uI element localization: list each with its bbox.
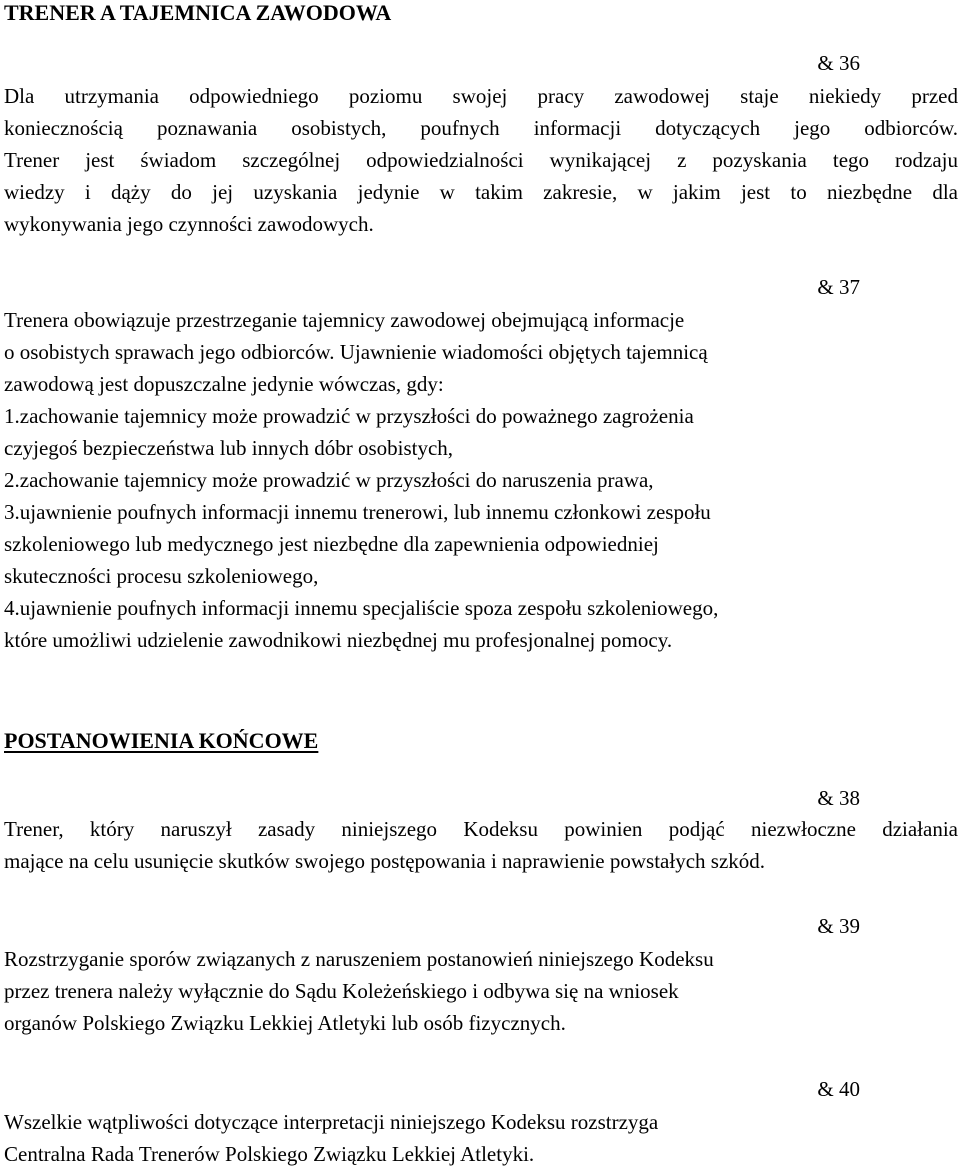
- article-38-line: mające na celu usunięcie skutków swojego postępowania i naprawienie powstałych szkód.: [4, 849, 766, 873]
- list-item-line: skuteczności procesu szkoleniowego,: [4, 564, 319, 588]
- list-item: [4, 400, 718, 464]
- list-item-line: 2.zachowanie tajemnicy może prowadzić w przyszłości do naruszenia prawa,: [4, 468, 654, 492]
- article-mark-37: & 37: [817, 275, 860, 299]
- article-36-line: Trener jest świadom szczególnej odpowiedzialności wynikającej z pozyskania tego rodzaju: [4, 148, 958, 172]
- article-mark-38: & 38: [817, 786, 860, 810]
- section-heading-trener-tajemnica: TRENER A TAJEMNICA ZAWODOWA: [4, 0, 392, 25]
- article-39-line: przez trenera należy wyłącznie do Sądu Koleżeńskiego i odbywa się na wniosek: [4, 979, 679, 1003]
- article-39-line: organów Polskiego Związku Lekkiej Atletyki lub osób fizycznych.: [4, 1011, 566, 1035]
- article-36-line: Dla utrzymania odpowiedniego poziomu swojej pracy zawodowej staje niekiedy przed: [4, 84, 958, 108]
- article-40-line: Wszelkie wątpliwości dotyczące interpretacji niniejszego Kodeksu rozstrzyga: [4, 1110, 659, 1134]
- list-item: [4, 592, 718, 656]
- article-mark-40: & 40: [817, 1077, 860, 1101]
- article-40-text: [4, 1106, 658, 1170]
- article-mark-36: & 36: [817, 51, 860, 75]
- article-36-line: wiedzy i dąży do jej uzyskania jedynie w takim zakresie, w jakim jest to niezbędne dla: [4, 180, 958, 204]
- list-item: [4, 464, 718, 496]
- section-heading-postanowienia-koncowe: POSTANOWIENIA KOŃCOWE: [4, 728, 319, 753]
- article-38-text: [4, 813, 958, 877]
- list-item-line: 1.zachowanie tajemnicy może prowadzić w przyszłości do poważnego zagrożenia: [4, 404, 694, 428]
- list-item-line: szkoleniowego lub medycznego jest niezbędne dla zapewnienia odpowiedniej: [4, 532, 659, 556]
- list-item: [4, 496, 718, 592]
- article-36-line: wykonywania jego czynności zawodowych.: [4, 212, 374, 236]
- article-40-line: Centralna Rada Trenerów Polskiego Związku Lekkiej Atletyki.: [4, 1142, 535, 1166]
- list-item-line: czyjegoś bezpieczeństwa lub innych dóbr osobistych,: [4, 436, 454, 460]
- article-39-text: [4, 943, 714, 1039]
- list-item-line: 3.ujawnienie poufnych informacji innemu trenerowi, lub innemu członkowi zespołu: [4, 500, 711, 524]
- article-37-text: [4, 304, 718, 656]
- article-36-text: [4, 80, 958, 240]
- list-item-line: 4.ujawnienie poufnych informacji innemu specjaliście spoza zespołu szkoleniowego,: [4, 596, 719, 620]
- article-36-line: koniecznością poznawania osobistych, poufnych informacji dotyczących jego odbiorców.: [4, 116, 958, 140]
- article-mark-39: & 39: [817, 914, 860, 938]
- article-37-line: zawodową jest dopuszczalne jedynie wówczas, gdy:: [4, 372, 444, 396]
- article-37-line: o osobistych sprawach jego odbiorców. Ujawnienie wiadomości objętych tajemnicą: [4, 340, 708, 364]
- article-39-line: Rozstrzyganie sporów związanych z naruszeniem postanowień niniejszego Kodeksu: [4, 947, 714, 971]
- article-37-line: Trenera obowiązuje przestrzeganie tajemnicy zawodowej obejmującą informacje: [4, 308, 685, 332]
- article-38-line: Trener, który naruszył zasady niniejszego Kodeksu powinien podjąć niezwłoczne działania: [4, 817, 958, 841]
- list-item-line: które umożliwi udzielenie zawodnikowi niezbędnej mu profesjonalnej pomocy.: [4, 628, 673, 652]
